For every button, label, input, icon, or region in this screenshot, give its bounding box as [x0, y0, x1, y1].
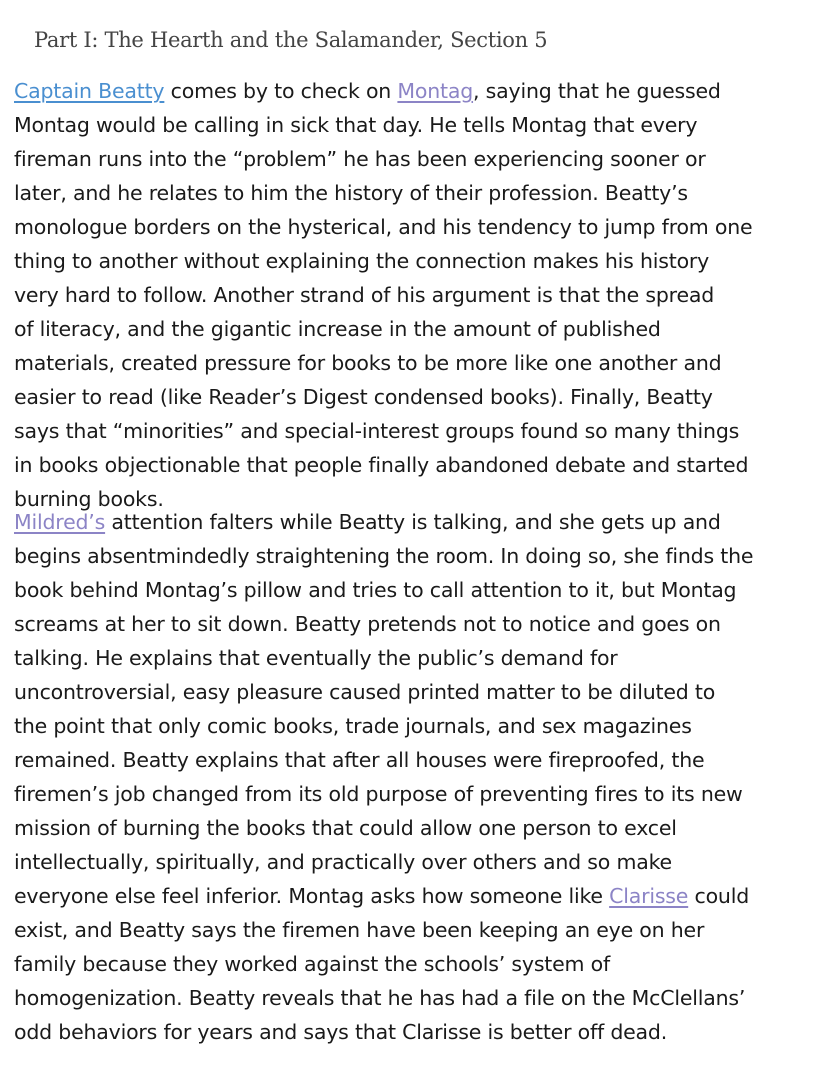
text-line: Montag would be calling in sick that day. He tells Montag that every [14, 113, 698, 137]
mildreds-link[interactable]: Mildred’s [14, 510, 106, 534]
captain-beatty-link[interactable]: Captain Beatty [14, 79, 165, 103]
text-line: says that “minorities” and special-interest groups found so many things [14, 419, 740, 443]
text-line: monologue borders on the hysterical, and his tendency to jump from one [14, 215, 753, 239]
text-line: Captain Beatty comes by to check on Montag, saying that he guessed [14, 79, 721, 103]
text-line: firemen’s job changed from its old purpose of preventing fires to its new [14, 782, 743, 806]
text-line: fireman runs into the “problem” he has been experiencing sooner or [14, 147, 706, 171]
text-line: remained. Beatty explains that after all houses were fireproofed, the [14, 748, 705, 772]
text-line: very hard to follow. Another strand of his argument is that the spread [14, 283, 715, 307]
text-line: everyone else feel inferior. Montag asks how someone like Clarisse could [14, 884, 750, 908]
text-line: later, and he relates to him the history of their profession. Beatty’s [14, 181, 688, 205]
text-line: the point that only comic books, trade journals, and sex magazines [14, 714, 692, 738]
text-line: easier to read (like Reader’s Digest condensed books). Finally, Beatty [14, 385, 713, 409]
text-line: in books objectionable that people finally abandoned debate and started [14, 453, 749, 477]
text-line: family because they worked against the schools’ system of [14, 952, 611, 976]
montag-link[interactable]: Montag [397, 79, 474, 103]
text-line: uncontroversial, easy pleasure caused printed matter to be diluted to [14, 680, 716, 704]
text-line: burning books. [14, 487, 164, 511]
section-title: Part I: The Hearth and the Salamander, Section 5 [34, 28, 548, 52]
text-line: materials, created pressure for books to be more like one another and [14, 351, 722, 375]
text-line: talking. He explains that eventually the public’s demand for [14, 646, 618, 670]
text-line: odd behaviors for years and says that Clarisse is better off dead. [14, 1020, 668, 1044]
text-line: exist, and Beatty says the firemen have been keeping an eye on her [14, 918, 705, 942]
text-line: book behind Montag’s pillow and tries to call attention to it, but Montag [14, 578, 737, 602]
text-line: intellectually, spiritually, and practically over others and so make [14, 850, 672, 874]
summary-paragraph-2 [14, 505, 814, 1049]
text-line: begins absentmindedly straightening the room. In doing so, she finds the [14, 544, 754, 568]
text-line: mission of burning the books that could allow one person to excel [14, 816, 677, 840]
summary-paragraph-1 [14, 74, 814, 516]
text-line: homogenization. Beatty reveals that he has had a file on the McClellans’ [14, 986, 746, 1010]
text-line: screams at her to sit down. Beatty pretends not to notice and goes on [14, 612, 721, 636]
clarisse-link[interactable]: Clarisse [609, 884, 689, 908]
text-line: thing to another without explaining the connection makes his history [14, 249, 710, 273]
text-line: of literacy, and the gigantic increase in the amount of published [14, 317, 661, 341]
text-line: Mildred’s attention falters while Beatty is talking, and she gets up and [14, 510, 721, 534]
